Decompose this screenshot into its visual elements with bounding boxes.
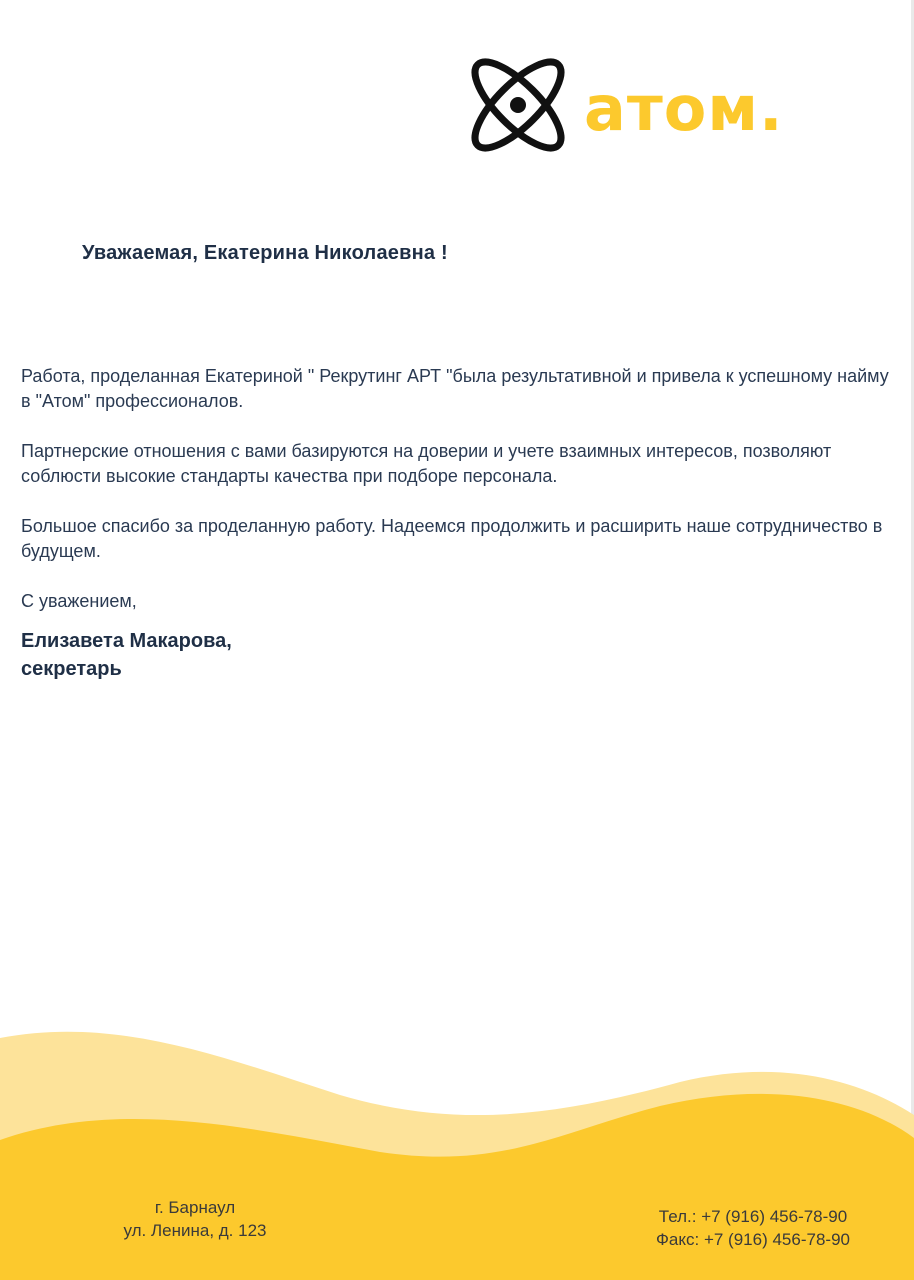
signer-title: секретарь [21,658,122,680]
letter-closing: С уважением, [21,591,137,611]
company-logo [466,52,784,158]
footer-address [100,1196,290,1242]
letter-paragraph: Большое спасибо за проделанную работу. Надеемся продолжить и расширить наше сотрудничество в будущем. [21,516,883,561]
atom-icon [466,53,570,157]
footer-contacts [630,1205,876,1251]
letter-paragraph: Работа, проделанная Екатериной " Рекрутинг АРТ "была результативной и привела к успешному найму в "Атом" профессионалов. [21,366,889,411]
contact-fax: Факс: +7 (916) 456-78-90 [656,1230,850,1249]
address-street: ул. Ленина, д. 123 [123,1221,267,1240]
contact-phone: Тел.: +7 (916) 456-78-90 [658,1207,848,1226]
letter-body [21,364,901,683]
logo-wordmark: атом. [584,72,784,145]
letter-paragraph: Партнерские отношения с вами базируются на доверии и учете взаимных интересов, позволяют соблюсти высокие стандарты качества при подборе персонала. [21,441,832,486]
signer-name: Елизавета Макарова, [21,630,232,652]
address-city: г. Барнаул [154,1198,236,1217]
letter-greeting: Уважаемая, Екатерина Николаевна ! [82,242,448,264]
